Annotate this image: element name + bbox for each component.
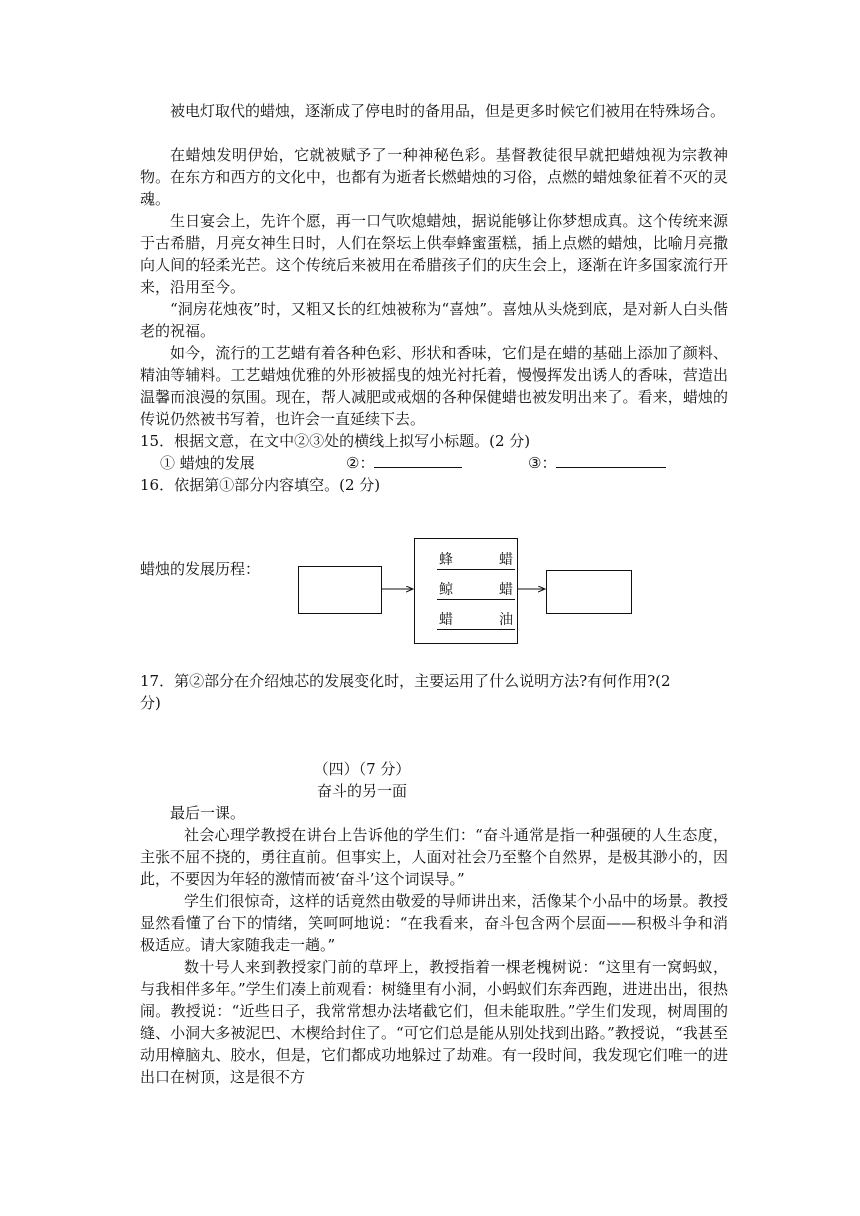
paragraph: 数十号人来到教授家门前的草坪上，教授指着一棵老槐树说：“这里有一窝蚂蚁，与我相伴多年。”学生们凑上前观看：树缝里有小洞，小蚂蚁们东奔西跑，进进出出，很热闹。教授说：“近些日子，我常常想办法堵截它们，但未能取胜。”学生们发现，树周围的缝、小洞大多被泥巴、木楔给封住了。“可它们总是能从别处找到出路。”教授说，“我甚至动用樟脑丸、胶水，但是，它们都成功地躲过了劫难。有一段时间，我发现它们唯一的进出口在树顶，这是很不方 — [140, 958, 728, 1086]
paragraph: 生日宴会上，先许个愿，再一口气吹熄蜡烛，据说能够让你梦想成真。这个传统来源于古希腊，月亮女神生日时，人们在祭坛上供奉蜂蜜蛋糕，插上点燃的蜡烛，比喻月亮撒向人间的轻柔光芒。这个传统后来被用在希腊孩子们的庆生会上，逐渐在许多国家流行开来，沿用至今。 — [140, 212, 728, 296]
question-17-line-2: 分) — [140, 694, 161, 712]
paragraph: 最后一课。 — [170, 804, 246, 822]
center-item-char: 鲸 — [439, 582, 453, 598]
section-heading: （四）（7 分） — [313, 760, 411, 778]
center-item-char: 蜡 — [439, 612, 453, 628]
paragraph: 社会心理学教授在讲台上告诉他的学生们：“奋斗通常是指一种强硬的人生态度，主张不屈不挠的，勇往直前。但事实上，人面对社会乃至整个自然界，是极其渺小的，因此，不要因为年轻的激情而被‘奋斗’这个词误导。” — [140, 826, 728, 888]
q15-item-2-label: ②： — [346, 454, 375, 472]
center-item-char: 蜡 — [499, 582, 513, 598]
paragraph: 被电灯取代的蜡烛，逐渐成了停电时的备用品，但是更多时候它们被用在特殊场合。 — [170, 102, 726, 120]
question-17 — [140, 670, 728, 714]
question-16: 16．依据第①部分内容填空。(2 分) — [140, 476, 381, 494]
q15-item-3-label: ③： — [528, 454, 557, 472]
center-item-char: 油 — [499, 612, 513, 628]
paragraph: “洞房花烛夜”时，又粗又长的红烛被称为“喜烛”。喜烛从头烧到底，是对新人白头偕老的祝福。 — [140, 300, 728, 340]
center-item-char: 蜂 — [439, 552, 453, 568]
center-item-char: 蜡 — [499, 552, 513, 568]
question-15: 15．根据文意，在文中②③处的横线上拟写小标题。(2 分) — [140, 432, 531, 450]
paragraph: 学生们很惊奇，这样的话竟然由敬爱的导师讲出来，活像某个小品中的场景。教授显然看懂了台下的情绪，笑呵呵地说：“在我看来，奋斗包含两个层面——积极斗争和消极适应。请大家随我走一趟。” — [140, 892, 728, 954]
passage-title: 奋斗的另一面 — [316, 782, 407, 800]
paragraph: 如今，流行的工艺蜡有着各种色彩、形状和香味，它们是在蜡的基础上添加了颜料、精油等辅料。工艺蜡烛优雅的外形被摇曳的烛光衬托着，慢慢挥发出诱人的香味，营造出温馨而浪漫的氛围。现在，帮人减肥或戒烟的各种保健蜡也被发明出来了。看来，蜡烛的传说仍然被书写着，也许会一直延续下去。 — [140, 344, 728, 428]
question-17-line-1: 17．第②部分在介绍烛芯的发展变化时，主要运用了什么说明方法?有何作用?(2 — [140, 672, 671, 690]
paragraph: 在蜡烛发明伊始，它就被赋予了一种神秘色彩。基督教徒很早就把蜡烛视为宗教神物。在东方和西方的文化中，也都有为逝者长燃蜡烛的习俗，点燃的蜡烛象征着不灭的灵魂。 — [140, 146, 728, 208]
q15-item-1: ① 蜡烛的发展 — [160, 454, 255, 472]
diagram-label: 蜡烛的发展历程： — [140, 560, 261, 578]
